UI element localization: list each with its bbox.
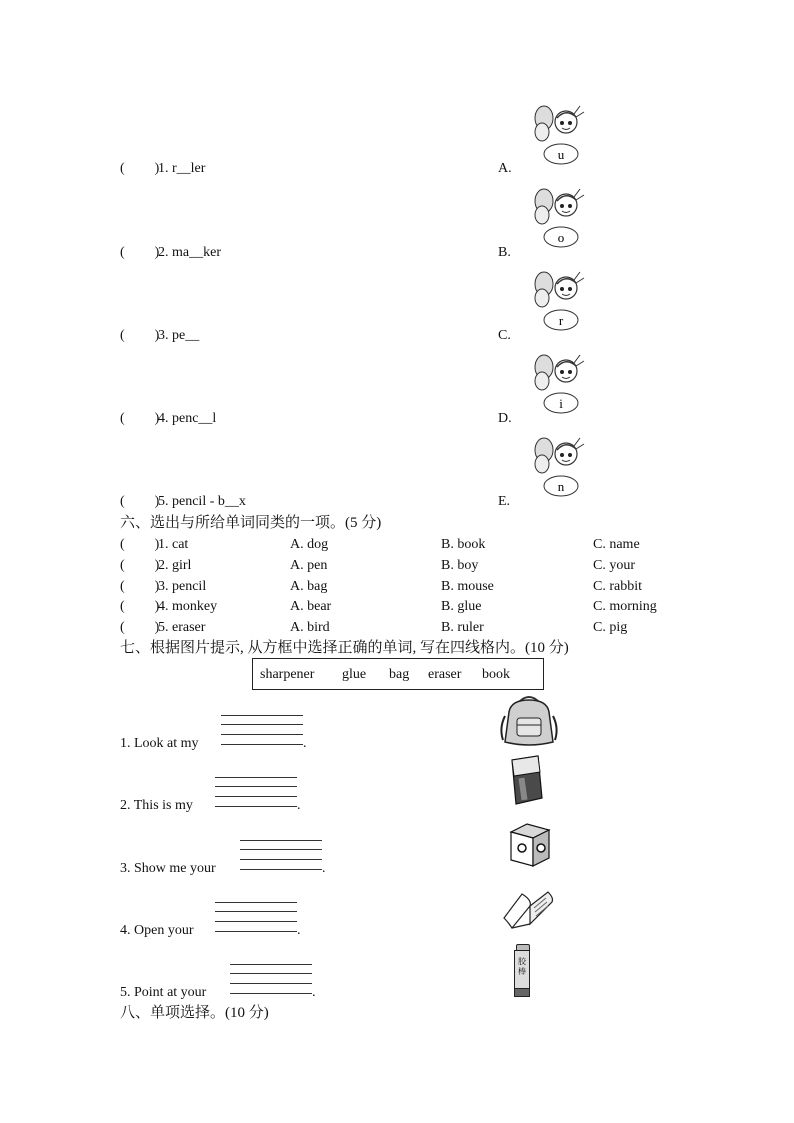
- sentence-end: .: [303, 736, 307, 751]
- section-6-title: 六、选出与所给单词同类的一项。(5 分): [120, 515, 382, 531]
- option-b: B. mouse: [441, 579, 494, 594]
- word-box-item: bag: [389, 667, 410, 682]
- sentence-end: .: [322, 861, 326, 876]
- four-line-grid[interactable]: [215, 777, 297, 807]
- bee-icon: [530, 353, 588, 415]
- item-word: r__ler: [172, 161, 206, 176]
- option-a: A. bag: [290, 579, 328, 594]
- four-line-grid[interactable]: [215, 902, 297, 932]
- glue-base: [514, 988, 530, 997]
- sentence-end: .: [297, 798, 301, 813]
- option-a: A. bird: [290, 620, 330, 635]
- item-number: 4.: [158, 411, 169, 426]
- option-a: A. bear: [290, 599, 332, 614]
- bee-letter: r: [558, 313, 564, 328]
- option-label: E.: [498, 494, 511, 509]
- table-row: ( )3. pencil: [120, 579, 207, 594]
- word-box-item: sharpener: [260, 667, 315, 682]
- matching-row: ( )2. ma__ker: [120, 245, 221, 260]
- item-word: ma__ker: [172, 245, 221, 260]
- sentence-4: 4. Open your: [120, 923, 194, 938]
- sentence-3: 3. Show me your: [120, 861, 216, 876]
- sentence-end: .: [312, 985, 316, 1000]
- option-c: C. morning: [593, 599, 657, 614]
- option-c: C. name: [593, 537, 640, 552]
- option-b: B. ruler: [441, 620, 484, 635]
- word-box-item: glue: [342, 667, 367, 682]
- option-c: C. rabbit: [593, 579, 642, 594]
- item-number: 2.: [158, 245, 169, 260]
- book-icon: [500, 888, 556, 930]
- word-box-item: book: [482, 667, 510, 682]
- matching-row: ( )1. r__ler: [120, 161, 206, 176]
- option-c: C. your: [593, 558, 635, 573]
- option-b: B. boy: [441, 558, 479, 573]
- matching-row: ( )5. pencil - b__x: [120, 494, 246, 509]
- table-row: ( )2. girl: [120, 558, 192, 573]
- item-word: pencil - b__x: [172, 494, 246, 509]
- item-number: 5.: [158, 494, 169, 509]
- section-8-title: 八、单项选择。(10 分): [120, 1005, 269, 1021]
- word-box-item: eraser: [428, 667, 462, 682]
- four-line-grid[interactable]: [221, 715, 303, 745]
- bee-letter: i: [559, 396, 563, 411]
- item-number: 1.: [158, 161, 169, 176]
- section-7-title: 七、根据图片提示, 从方框中选择正确的单词, 写在四线格内。(10 分): [120, 640, 569, 656]
- option-a: A. pen: [290, 558, 328, 573]
- bee-icon: [530, 270, 588, 332]
- glue-label: 胶棒: [518, 957, 526, 976]
- backpack-icon: [497, 692, 561, 748]
- glue-stick-icon: [514, 944, 530, 996]
- sentence-end: .: [297, 923, 301, 938]
- matching-row: ( )4. penc__l: [120, 411, 217, 426]
- bee-letter: u: [557, 147, 565, 162]
- option-label: C.: [498, 328, 511, 343]
- option-b: B. glue: [441, 599, 482, 614]
- item-word: penc__l: [172, 411, 217, 426]
- four-line-grid[interactable]: [230, 964, 312, 994]
- table-row: ( )4. monkey: [120, 599, 218, 614]
- option-b: B. book: [441, 537, 486, 552]
- bee-letter: o: [557, 230, 565, 245]
- bee-letter: n: [557, 479, 565, 494]
- option-c: C. pig: [593, 620, 628, 635]
- sentence-1: 1. Look at my: [120, 736, 199, 751]
- glue-body: [514, 950, 530, 990]
- option-label: A.: [498, 161, 512, 176]
- item-number: 3.: [158, 328, 169, 343]
- bee-icon: [530, 187, 588, 249]
- word-box: [252, 658, 544, 690]
- bee-icon: [530, 104, 588, 166]
- option-label: D.: [498, 411, 512, 426]
- eraser-icon: [504, 754, 546, 808]
- sharpener-icon: [505, 820, 553, 870]
- bee-icon: [530, 436, 588, 498]
- table-row: ( )5. eraser: [120, 620, 206, 635]
- item-word: pe__: [172, 328, 200, 343]
- table-row: ( )1. cat: [120, 537, 189, 552]
- option-label: B.: [498, 245, 511, 260]
- sentence-5: 5. Point at your: [120, 985, 207, 1000]
- option-a: A. dog: [290, 537, 329, 552]
- matching-row: ( )3. pe__: [120, 328, 200, 343]
- sentence-2: 2. This is my: [120, 798, 193, 813]
- four-line-grid[interactable]: [240, 840, 322, 870]
